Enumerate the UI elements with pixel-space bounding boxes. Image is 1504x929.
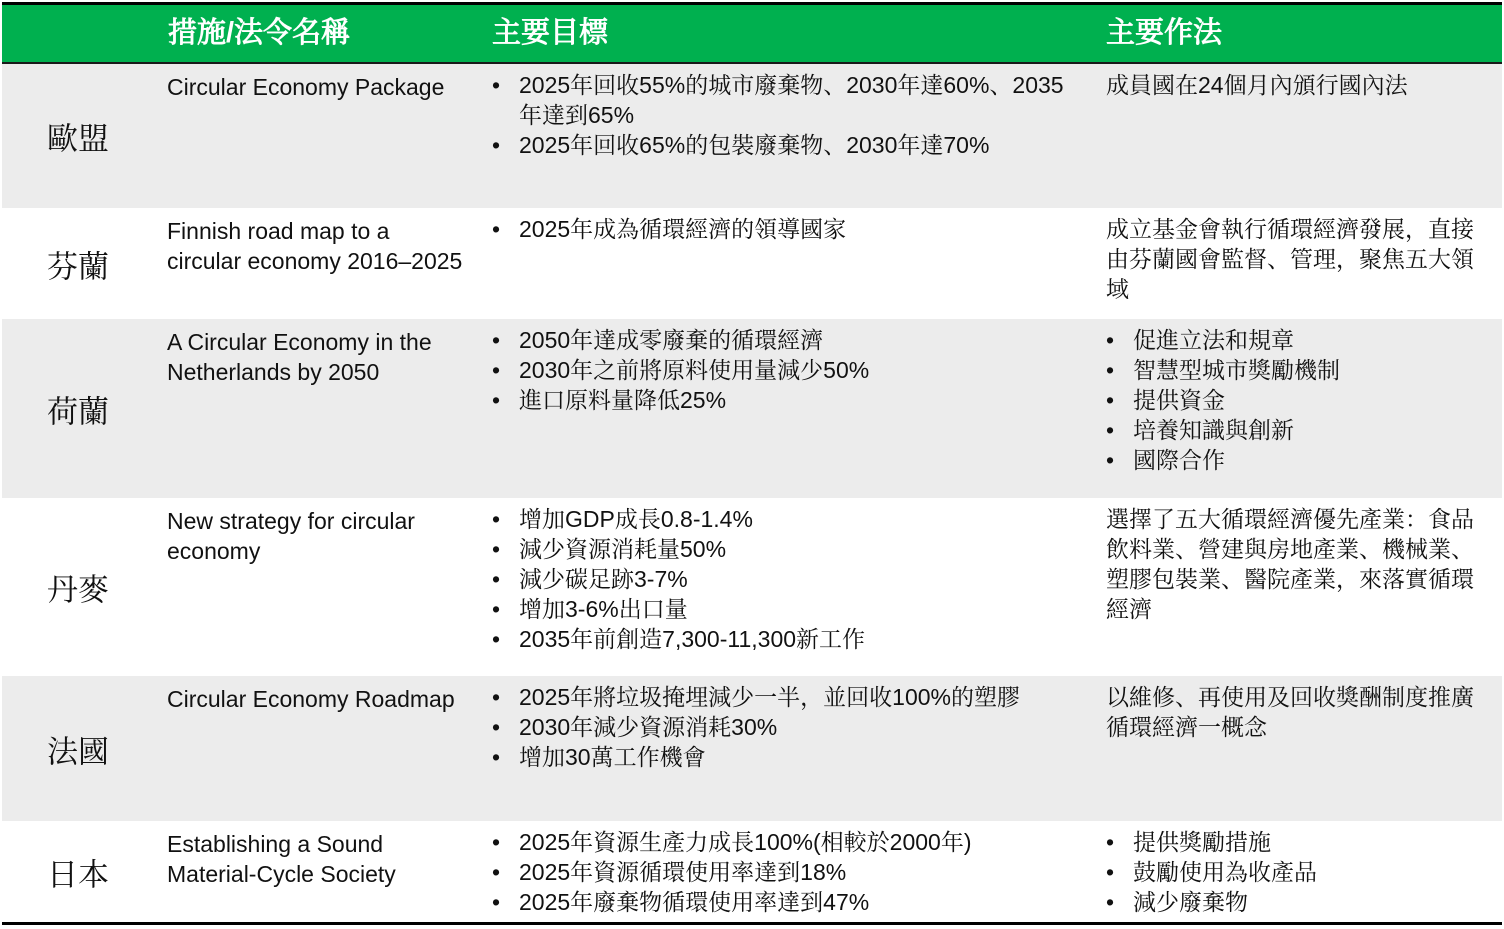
goal-item: • 2025年回收65%的包裝廢棄物、2030年達70% bbox=[492, 130, 1082, 160]
method-item: • 提供獎勵措施 bbox=[1106, 827, 1491, 857]
row-method: 成立基金會執行循環經濟發展，直接由芬蘭國會監督、管理，聚焦五大領域 bbox=[1106, 216, 1474, 302]
table-row bbox=[2, 676, 1502, 821]
goal-item: • 增加GDP成長0.8-1.4% bbox=[492, 504, 1082, 534]
goal-list bbox=[492, 325, 1082, 415]
method-item: • 減少廢棄物 bbox=[1106, 887, 1491, 917]
row-policy-name: Circular Economy Roadmap bbox=[167, 686, 455, 712]
row-goals bbox=[492, 214, 1082, 244]
table-header bbox=[2, 5, 1502, 64]
method-item: • 促進立法和規章 bbox=[1106, 325, 1491, 355]
row-method: 成員國在24個月內頒行國內法 bbox=[1106, 72, 1408, 98]
header-goal: 主要目標 bbox=[492, 17, 609, 49]
row-goals bbox=[492, 827, 1082, 917]
goal-list bbox=[492, 827, 1082, 917]
method-item: • 國際合作 bbox=[1106, 445, 1491, 475]
goal-item: • 增加30萬工作機會 bbox=[492, 742, 1082, 772]
goal-list bbox=[492, 504, 1082, 654]
row-goals bbox=[492, 682, 1082, 772]
row-policy-name: A Circular Economy in the Netherlands by 2050 bbox=[167, 329, 432, 385]
goal-item: • 減少碳足跡3-7% bbox=[492, 564, 1082, 594]
row-policy-name: Establishing a Sound Material-Cycle Society bbox=[167, 831, 396, 887]
row-country: 歐盟 bbox=[47, 121, 109, 157]
bottom-rule bbox=[2, 922, 1502, 925]
table-row bbox=[2, 64, 1502, 208]
row-method: 選擇了五大循環經濟優先產業：食品飲料業、營建與房地產業、機械業、塑膠包裝業、醫院產業，來落實循環經濟 bbox=[1106, 506, 1474, 622]
goal-item: • 增加3-6%出口量 bbox=[492, 594, 1082, 624]
goal-list bbox=[492, 70, 1082, 160]
row-policy-name: Circular Economy Package bbox=[167, 74, 445, 100]
row-country: 法國 bbox=[47, 734, 109, 769]
row-goals bbox=[492, 325, 1082, 415]
header-name: 措施/法令名稱 bbox=[168, 17, 351, 49]
header-method: 主要作法 bbox=[1106, 17, 1223, 49]
method-list bbox=[1106, 325, 1491, 475]
goal-item: • 2025年資源循環使用率達到18% bbox=[492, 857, 1082, 887]
row-country: 芬蘭 bbox=[47, 249, 109, 284]
goal-list bbox=[492, 682, 1082, 772]
goal-item: • 2025年成為循環經濟的領導國家 bbox=[492, 214, 1082, 244]
goal-item: • 2025年回收55%的城市廢棄物、2030年達60%、2035年達到65% bbox=[492, 70, 1082, 130]
goal-item: • 2030年減少資源消耗30% bbox=[492, 712, 1082, 742]
row-goals bbox=[492, 70, 1082, 160]
method-item: • 培養知識與創新 bbox=[1106, 415, 1491, 445]
goal-item: • 2030年之前將原料使用量減少50% bbox=[492, 355, 1082, 385]
table-row bbox=[2, 498, 1502, 676]
method-item: • 智慧型城市獎勵機制 bbox=[1106, 355, 1491, 385]
method-item: • 提供資金 bbox=[1106, 385, 1491, 415]
row-method: 以維修、再使用及回收獎酬制度推廣循環經濟一概念 bbox=[1106, 684, 1474, 740]
goal-item: • 2025年資源生產力成長100%(相較於2000年) bbox=[492, 827, 1082, 857]
row-goals bbox=[492, 504, 1082, 654]
table-row bbox=[2, 821, 1502, 922]
policy-table bbox=[2, 2, 1502, 925]
row-method bbox=[1106, 325, 1491, 475]
row-method bbox=[1106, 827, 1491, 917]
goal-item: • 進口原料量降低25% bbox=[492, 385, 1082, 415]
table-row bbox=[2, 208, 1502, 319]
row-country: 丹麥 bbox=[47, 572, 109, 608]
row-policy-name: New strategy for circular economy bbox=[167, 508, 415, 564]
row-policy-name: Finnish road map to a circular economy 2016–2025 bbox=[167, 218, 463, 274]
row-country: 日本 bbox=[47, 857, 109, 892]
goal-item: • 2025年將垃圾掩埋減少一半，並回收100%的塑膠 bbox=[492, 682, 1082, 712]
goal-item: • 2025年廢棄物循環使用率達到47% bbox=[492, 887, 1082, 917]
table-row bbox=[2, 319, 1502, 498]
goal-item: • 減少資源消耗量50% bbox=[492, 534, 1082, 564]
goal-list bbox=[492, 214, 1082, 244]
row-country: 荷蘭 bbox=[47, 394, 109, 429]
method-list bbox=[1106, 827, 1491, 917]
goal-item: • 2035年前創造7,300-11,300新工作 bbox=[492, 624, 1082, 654]
goal-item: • 2050年達成零廢棄的循環經濟 bbox=[492, 325, 1082, 355]
method-item: • 鼓勵使用為收產品 bbox=[1106, 857, 1491, 887]
